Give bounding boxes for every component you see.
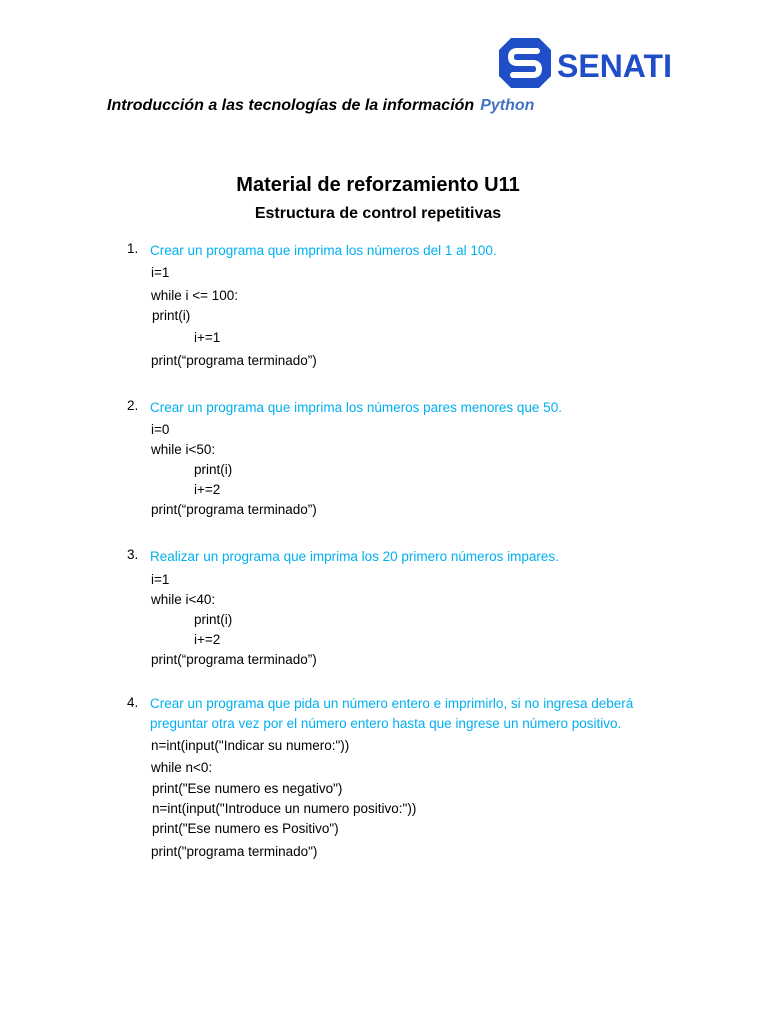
document-title: Material de reforzamiento U11: [236, 174, 520, 196]
document-subtitle: Estructura de control repetitivas: [254, 205, 502, 222]
code-line: i=1: [151, 572, 170, 587]
code-line: print("Ese numero es negativo"): [152, 781, 343, 796]
code-line: i=1: [151, 265, 170, 280]
code-line: i+=1: [194, 330, 221, 345]
code-line: while n<0:: [151, 760, 213, 775]
exercise-3-prompt: Realizar un programa que imprima los 20 primero números impares.: [150, 549, 559, 564]
code-line: print(i): [194, 612, 233, 627]
code-line: while i<50:: [151, 442, 216, 457]
code-line: i+=2: [194, 632, 221, 647]
exercise-4-prompt-line-1: Crear un programa que pida un número entero e imprimirlo, si no ingresa deberá: [150, 696, 634, 711]
code-line: print(“programa terminado”): [151, 353, 317, 368]
code-line: i=0: [151, 422, 170, 437]
exercise-2-number: 2.: [127, 398, 139, 413]
exercise-1-prompt: Crear un programa que imprima los números del 1 al 100.: [150, 243, 497, 258]
senati-logo: [499, 36, 689, 90]
code-line: print(i): [194, 462, 233, 477]
exercise-1-number: 1.: [127, 241, 139, 256]
course-header: [107, 97, 534, 115]
code-line: print("programa terminado"): [151, 844, 318, 859]
code-line: print(“programa terminado”): [151, 652, 317, 667]
code-line: print("Ese numero es Positivo"): [152, 821, 339, 836]
code-line: print(“programa terminado”): [151, 502, 317, 517]
code-line: while i<40:: [151, 592, 216, 607]
exercise-4-prompt-line-2: preguntar otra vez por el número entero hasta que ingrese un número positivo.: [150, 716, 622, 731]
code-line: print(i): [152, 308, 191, 323]
exercise-3-number: 3.: [127, 547, 139, 562]
code-line: while i <= 100:: [151, 288, 239, 303]
exercise-4-prompt: [150, 694, 660, 734]
code-line: n=int(input("Indicar su numero:")): [151, 738, 350, 753]
exercise-2-prompt: Crear un programa que imprima los números pares menores que 50.: [150, 400, 562, 415]
code-line: i+=2: [194, 482, 221, 497]
senati-logo-text: SENATI: [557, 48, 672, 84]
course-language: Python: [480, 97, 535, 114]
course-title: Introducción a las tecnologías de la información: [107, 97, 475, 114]
code-line: n=int(input("Introduce un numero positivo:")): [152, 801, 417, 816]
exercise-4-number: 4.: [127, 695, 139, 710]
